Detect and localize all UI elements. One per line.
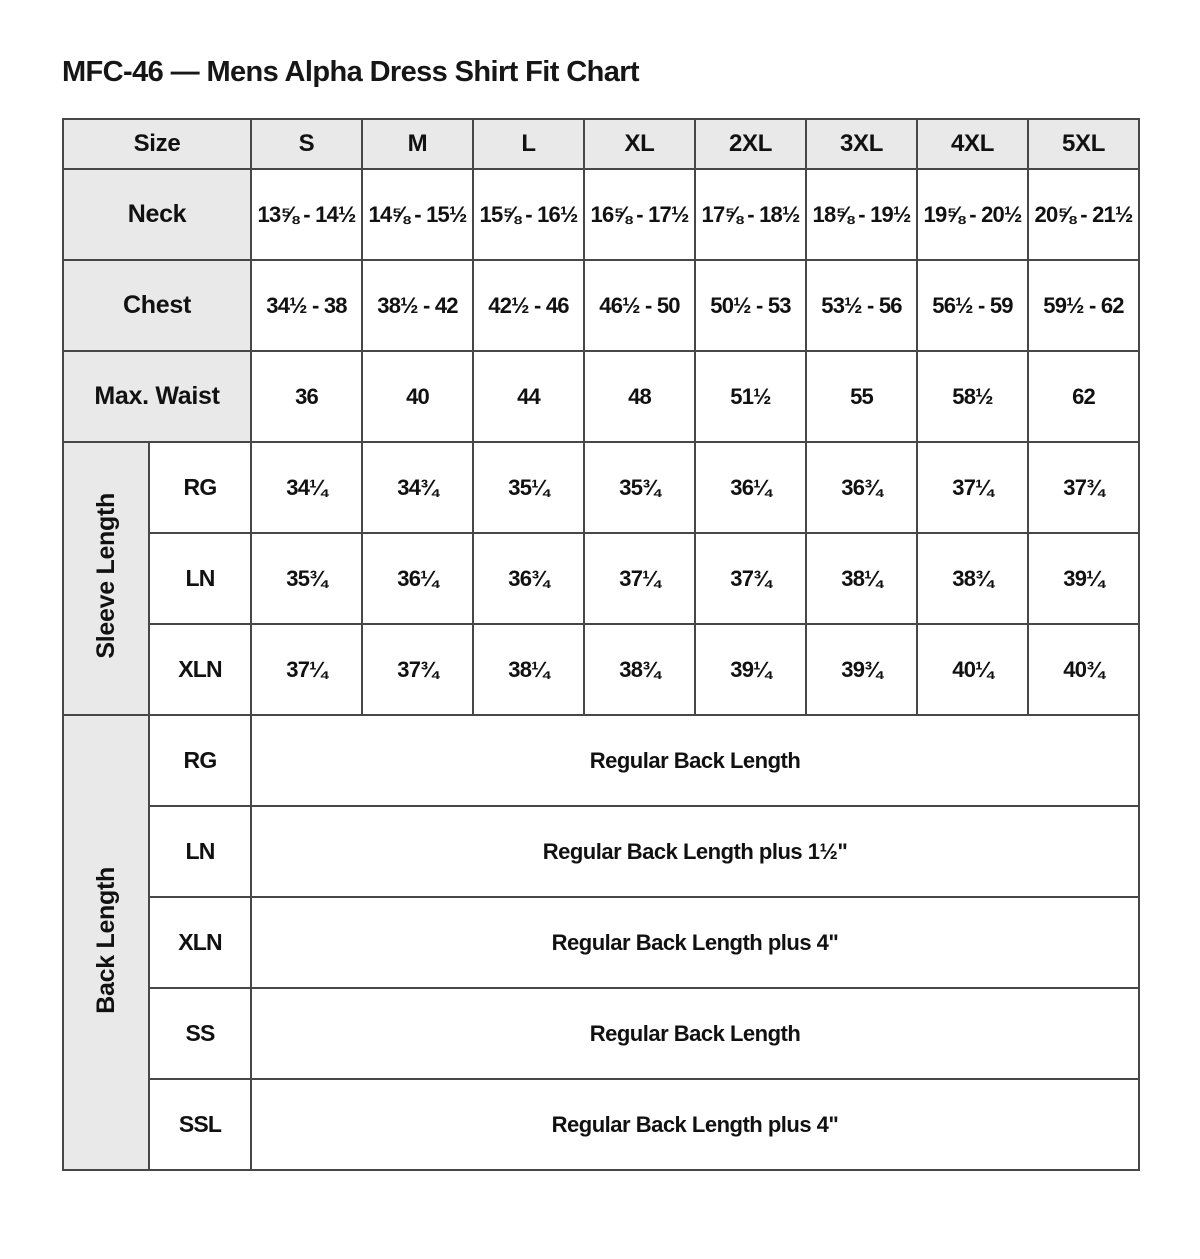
back-xln-text: Regular Back Length plus 4" [251,897,1139,988]
sleeve-rg-value: 36¼ [695,442,806,533]
size-col-4xl: 4XL [917,119,1028,169]
sleeve-xln-value: 37¾ [362,624,473,715]
back-rg-text: Regular Back Length [251,715,1139,806]
back-length-vertical-text: Back Length [91,866,120,1014]
max-waist-value: 58½ [917,351,1028,442]
size-col-xl: XL [584,119,695,169]
size-col-3xl: 3XL [806,119,917,169]
neck-row [63,169,1139,260]
back-ssl-code: SSL [149,1079,251,1170]
sleeve-length-vertical-text: Sleeve Length [91,493,120,659]
header-row [63,119,1139,169]
size-col-l: L [473,119,584,169]
size-col-m: M [362,119,473,169]
max-waist-value: 51½ [695,351,806,442]
sleeve-rg-value: 36¾ [806,442,917,533]
sleeve-rg-code: RG [149,442,251,533]
back-ssl-text: Regular Back Length plus 4" [251,1079,1139,1170]
size-header-cell: Size [63,119,251,169]
back-ss-text: Regular Back Length [251,988,1139,1079]
sleeve-rg-value: 34¼ [251,442,362,533]
back-ln-row [63,806,1139,897]
back-ssl-row [63,1079,1139,1170]
neck-value: 15⅝ - 16½ [473,169,584,260]
sleeve-ln-value: 37¾ [695,533,806,624]
chest-row-label: Chest [63,260,251,351]
sleeve-xln-value: 38¾ [584,624,695,715]
back-length-group-label [63,715,149,1170]
sleeve-xln-row [63,624,1139,715]
back-ln-code: LN [149,806,251,897]
chest-value: 38½ - 42 [362,260,473,351]
max-waist-value: 55 [806,351,917,442]
neck-value: 18⅝ - 19½ [806,169,917,260]
chest-value: 50½ - 53 [695,260,806,351]
back-ss-row [63,988,1139,1079]
sleeve-ln-code: LN [149,533,251,624]
back-ss-code: SS [149,988,251,1079]
sleeve-xln-code: XLN [149,624,251,715]
neck-value: 13⅝ - 14½ [251,169,362,260]
max-waist-value: 44 [473,351,584,442]
back-xln-row [63,897,1139,988]
chest-value: 46½ - 50 [584,260,695,351]
sleeve-rg-value: 34¾ [362,442,473,533]
sleeve-xln-value: 40¾ [1028,624,1139,715]
back-ln-text: Regular Back Length plus 1½" [251,806,1139,897]
sleeve-xln-value: 37¼ [251,624,362,715]
neck-value: 19⅝ - 20½ [917,169,1028,260]
neck-value: 17⅝ - 18½ [695,169,806,260]
neck-value: 14⅝ - 15½ [362,169,473,260]
max-waist-row [63,351,1139,442]
chest-value: 59½ - 62 [1028,260,1139,351]
max-waist-value: 62 [1028,351,1139,442]
sleeve-rg-value: 37¾ [1028,442,1139,533]
chest-value: 34½ - 38 [251,260,362,351]
neck-value: 16⅝ - 17½ [584,169,695,260]
back-rg-code: RG [149,715,251,806]
max-waist-value: 48 [584,351,695,442]
chest-value: 56½ - 59 [917,260,1028,351]
size-col-2xl: 2XL [695,119,806,169]
size-col-s: S [251,119,362,169]
neck-value: 20⅝ - 21½ [1028,169,1139,260]
sleeve-xln-value: 38¼ [473,624,584,715]
sleeve-xln-value: 39¾ [806,624,917,715]
sleeve-rg-value: 35¾ [584,442,695,533]
neck-row-label: Neck [63,169,251,260]
sleeve-ln-value: 35¾ [251,533,362,624]
sleeve-ln-value: 39¼ [1028,533,1139,624]
sleeve-ln-value: 38¼ [806,533,917,624]
fit-chart-table [62,118,1140,1171]
sleeve-ln-value: 38¾ [917,533,1028,624]
sleeve-rg-value: 37¼ [917,442,1028,533]
back-rg-row [63,715,1139,806]
sleeve-ln-value: 36¾ [473,533,584,624]
max-waist-value: 40 [362,351,473,442]
chest-value: 53½ - 56 [806,260,917,351]
size-col-5xl: 5XL [1028,119,1139,169]
sleeve-ln-value: 36¼ [362,533,473,624]
sleeve-xln-value: 39¼ [695,624,806,715]
sleeve-xln-value: 40¼ [917,624,1028,715]
sleeve-rg-value: 35¼ [473,442,584,533]
max-waist-row-label: Max. Waist [63,351,251,442]
back-xln-code: XLN [149,897,251,988]
page-title: MFC-46 — Mens Alpha Dress Shirt Fit Chart [62,56,639,88]
chest-row [63,260,1139,351]
sleeve-ln-value: 37¼ [584,533,695,624]
sleeve-length-group-label [63,442,149,715]
sleeve-ln-row [63,533,1139,624]
max-waist-value: 36 [251,351,362,442]
chest-value: 42½ - 46 [473,260,584,351]
sleeve-rg-row [63,442,1139,533]
